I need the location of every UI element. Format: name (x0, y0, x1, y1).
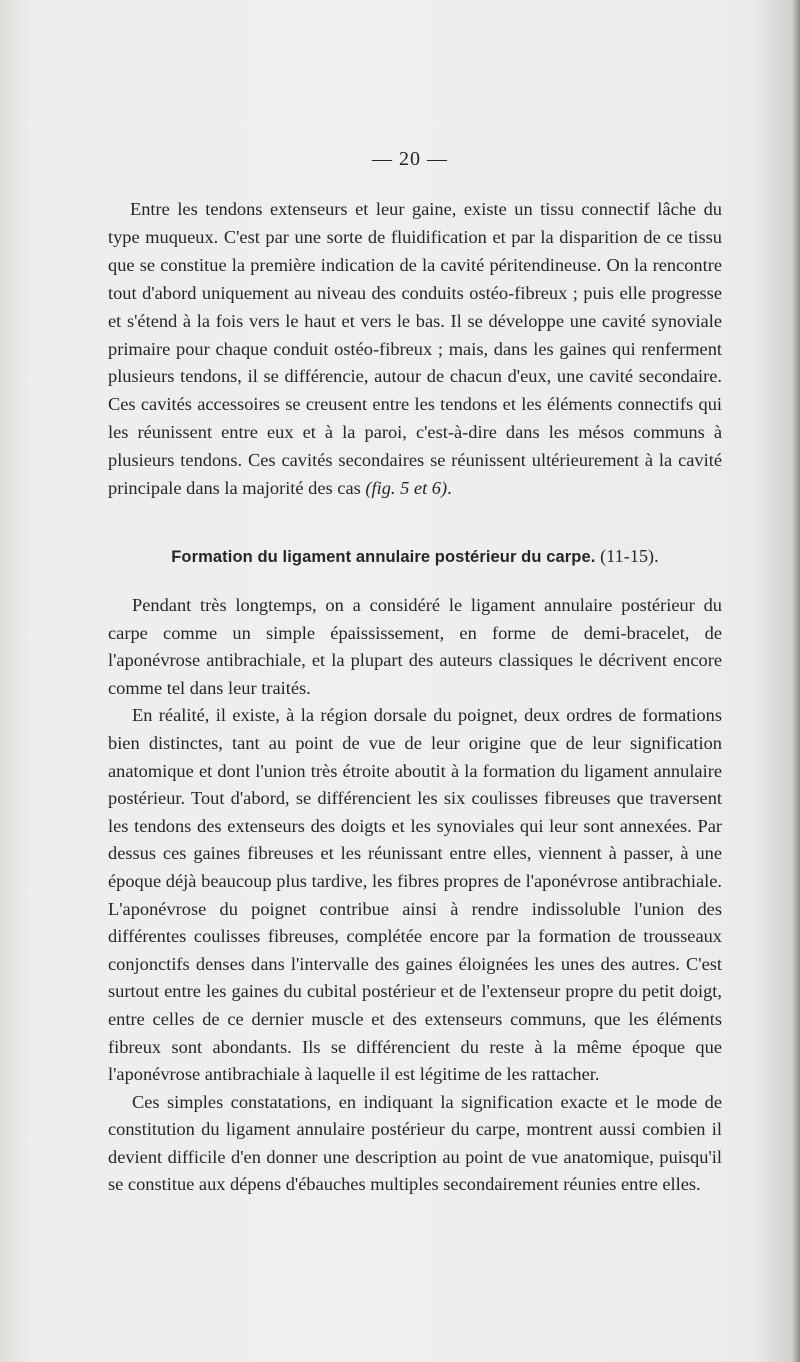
body-paragraph: Ces simples constatations, en indiquant la signification exacte et le mode de constitution du ligament annulaire postérieur du carpe, montrent aussi combien il devient difficile d'en donner une description au point de vue anatomique, puisqu'il se constitue aux dépens d'ébauches multiples secondairement réunies entre elles. (108, 1091, 722, 1195)
body-paragraph: Pendant très longtemps, on a considéré le ligament annulaire postérieur du carpe comme un simple épaississement, en forme de demi-bracelet, de l'aponévrose antibrachiale, et la plupart des auteurs classiques le décrivent encore comme tel dans leur traités. (108, 595, 722, 698)
intro-paragraph (108, 196, 722, 503)
section-heading (108, 546, 722, 567)
page-number: — 20 — (372, 148, 448, 170)
figure-reference: (fig. 5 et 6) (365, 478, 448, 499)
section-title: Formation du ligament annulaire postérieur du carpe. (171, 548, 596, 566)
intro-text (108, 196, 722, 503)
section-body (108, 592, 722, 1199)
section-reference: (11-15). (600, 546, 659, 566)
body-paragraph: En réalité, il existe, à la région dorsale du poignet, deux ordres de formations bien distinctes, tant au point de vue de leur origine que de leur signification anatomique et dont l'union très étroite aboutit à la formation du ligament annulaire postérieur. Tout d'abord, se différencient les six coulisses fibreuses que traversent les tendons des extenseurs des doigts et les synoviales qui leur sont annexées. Par dessus ces gaines fibreuses et les réunissant entre elles, viennent à passer, à une époque déjà beaucoup plus tardive, les fibres propres de l'aponévrose antibrachiale. L'aponévrose du poignet contribue ainsi à rendre indissoluble l'union des différentes coulisses fibreuses, complétée encore par la formation de trousseaux conjonctifs denses dans l'intervalle des gaines éloignées les unes des autres. C'est surtout entre les gaines du cubital postérieur et de l'extenseur propre du petit doigt, entre celles de ce dernier muscle et des extenseurs communs, que les éléments fibreux sont abondants. Ils se différencient du reste à la même époque que l'aponévrose antibrachiale à laquelle il est légitime de les rattacher. (108, 705, 722, 1085)
intro-paragraph-text: Entre les tendons extenseurs et leur gaine, existe un tissu connectif lâche du type muqueux. C'est par une sorte de fluidification et par la disparition de ce tissu que se constitue la première indication de la cavité péritendineuse. On la rencontre tout d'abord uniquement au niveau des conduits ostéo-fibreux ; puis elle progresse et s'étend à la fois vers le haut et vers le bas. Il se développe une cavité synoviale primaire pour chaque conduit ostéo-fibreux ; mais, dans les gaines qui renferment plusieurs tendons, il se différencie, autour de chacun d'eux, une cavité secondaire. Ces cavités accessoires se creusent entre les tendons et les éléments connectifs qui les réunissent entre eux et à la paroi, c'est-à-dire dans les mésos communs à plusieurs tendons. Ces cavités secondaires se réunissent ultérieurement à la cavité principale dans la majorité des cas (108, 199, 722, 499)
intro-paragraph-end: . (447, 478, 452, 499)
